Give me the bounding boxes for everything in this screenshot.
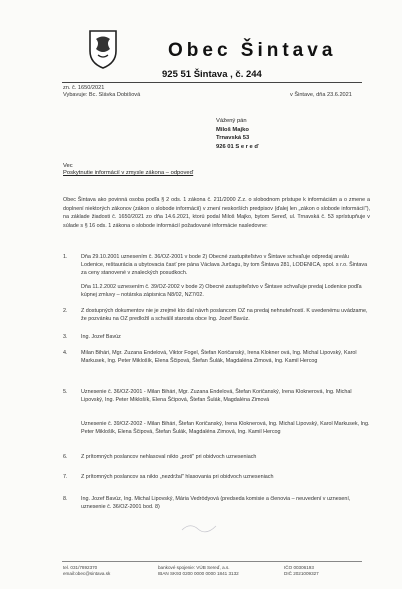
recipient-street: Trnavská 53 [216,135,250,142]
footer-iban: IBAN SK93 0200 0000 0000 1841 3132 [158,571,239,577]
footer-ids [284,565,319,577]
footer-ico: IČO 00306193 [284,565,314,570]
recipient-block [216,117,259,151]
reference-number: zn. č. 1650/2021 [63,85,105,91]
municipality-address: 925 51 Šintava , č. 244 [162,69,262,80]
place-date: v Šintave, dňa 23.6.2021 [290,92,352,98]
municipality-title: Obec Šintava [168,40,337,61]
recipient-name: Miloš Majko [216,126,249,133]
subject-label: Vec [63,163,73,169]
footer-contact [63,565,110,577]
footer-dic: DIČ 2021009327 [284,571,319,577]
footer-divider [62,561,362,562]
subject-block [63,163,193,178]
recipient-city: 926 01 S e r e ď [216,143,259,150]
handler-name: Vybavuje: Bc. Slávka Dobišová [63,92,141,98]
recipient-salutation: Vážený pán [216,118,247,124]
municipal-crest-icon [88,29,118,69]
footer-bank [158,565,239,577]
footer-phone: tel. 031/7892370 [63,565,98,570]
intro-paragraph: Obec Šintava ako povinná osoba podľa § 2 ods. 1 zákona č. 211/2000 Z.z. o slobodnom prístupe k informáciám a o zmene a doplnení niektorých zákonov (zákon o slobode informácií) v znení neskorších predpisov (ďalej len „zákon o slobode informácií"), na základe žiadosti č. 1650/2021 zo dňa 14.6.2021, ktorú podal Miloš Majko, bytom Sereď, ul. Trnavská č. 53 sprístupňuje v súlade s § 16 ods. 1 zákona o slobode informácií požadované informácie nasledovne: [63,197,370,229]
signature-mark [180,520,220,534]
subject-text: Poskytnutie informácií v zmysle zákona – odpoveď [63,170,194,177]
header-divider [62,82,362,83]
footer-email: email:obec@sintava.sk [63,571,111,577]
letter-page: Obec Šintava 925 51 Šintava , č. 244 zn. č. 1650/2021 Vybavuje: Bc. Slávka Dobišová v Šintave, dňa 23.6.2021 Vážený pán Miloš Majko Trnavská 53 926 01 S e r e ď Vec Poskytnutie informácií v zmysle zákona – odpoveď Obec Šintava ako povinná osoba podľa § 2 ods. 1 zákona č. 211/2000 Z.z. o slobodnom prístupe k informáciám a o zmene a doplnení niektorých zákonov (zákon o slobode informácií) v znení neskorších predpisov (ďalej len „zákon o slobode informácií"), na základe žiadosti č. 1650/2021 zo dňa 14.6.2021, ktorú podal Miloš Majko, bytom Sereď, ul. Trnavská č. 53 sprístupňuje v súlade s § 16 ods. 1 zákona o slobode informácií požadované informácie nasledovne: 1. Dňa 29.10.2001 uznesením č. 36/OZ-2001 v bode 2) Obecné zastupiteľstvo v Šintave schvaľuje odpredaj areálu Lodenice, reštaurácia a ubytovacia časť pre pána Václava Jurčagu, by tom Šintava 281, LODENICA, spol. s r.o. Šintava za ceny stanovené v znaleckých posudkoch. Dňa 11.2.2002 uznesením č. 39/OZ-2002 v bode 2) Obecné zastupiteľstvo v Šintave schvaľuje predaj Lodenice podľa kúpnej zmluvy – notárska zápisnica N8/02, NZ7/02. 2. Z dostupných dokumentov nie je zrejmé kto dal návrh poslancom OZ na predaj nehnuteľností. K uvedenému uvádzame, že pozvánku na OZ predložil a schválil starosta obce Ing. Jozef Bavúz. 3. Ing. Jozef Bavúz 4. Milan Bihári, Mgr. Zuzana Endelová, Viktor Fogel, Štefan Koričanský, Irena Klokner ová, Ing. Michal Lipovský, Karol Markusek, Ing. Peter Miklošík, Elena Ščipová, Štefan Šulák, Magdaléna Zimová, Ing. Kamil Hercog 5. Uznesenie č. 36/OZ-2001 - Milan Bihári, Mgr. Zuzana Endelová, Štefan Koričanský, Irena Kloknerová, Ing. Michal Lipovský, Ing. Peter Miklošík, Elena Ščipová, Štefan Šulák, Magdaléna Zimová Uznesenie č. 39/OZ-2002 - Milan Bihári, Štefan Koričanský, Irena Kloknerová, Ing. Michal Lipovský, Karol Markusek, Ing. Peter Miklošík, Elena Ščipová, Štefan Šulák, Magdaléna Zimová, Ing. Kamil Hercog 6. Z prítomných poslancov nehlasoval nikto „proti" pri obidvoch uzneseniach 7. Z prítomných poslancov sa nikto „nezdržal" hlasovania pri obidvoch uzneseniach 8. Ing. Jozef Bavúz, Ing. Michal Lipovský, Mária Vedrödyová (predseda komisie a členovia – neuvedení v uznesení, uznesenie č. 36/OZ-2001 bod. 8) tel. 031/7892370 email:obec@sintava.sk bankové spojenie: VÚB Sereď, a.s. IBAN SK93 0200 0000 0000 1841 3132 IČO 00306193 DIČ 2021009327 [0,0,402,589]
footer-bank-name: bankové spojenie: VÚB Sereď, a.s. [158,565,230,570]
